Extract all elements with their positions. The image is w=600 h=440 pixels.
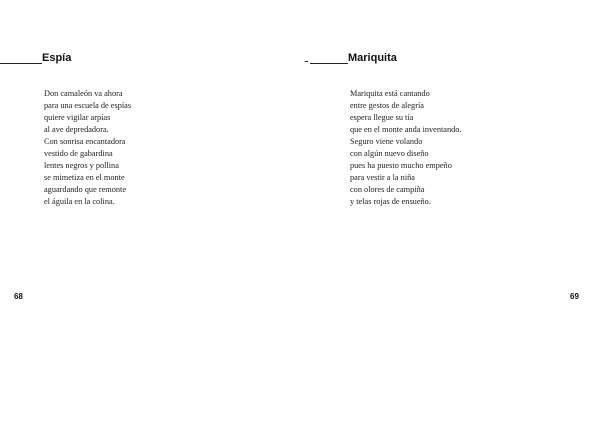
poem-line: con algún nuevo diseño xyxy=(350,149,429,158)
poem-line: aguardando que remonte xyxy=(44,185,127,194)
poem-line: quiere vigilar arpías xyxy=(44,113,111,122)
right-title-rule xyxy=(310,63,348,64)
left-page-title: Espía xyxy=(42,52,72,64)
poem-line: lentes negros y pollina xyxy=(44,161,119,170)
poem-line: Con sonrisa encantadora xyxy=(44,137,126,146)
poem-line: espera llegue su tía xyxy=(350,113,414,122)
poem-line: pues ha puesto mucho empeño xyxy=(350,161,452,170)
poem-line: Mariquita está cantando xyxy=(350,89,430,98)
poem-line: Seguro viene volando xyxy=(350,137,423,146)
poem-line: el águila en la colina. xyxy=(44,197,115,206)
left-page-number: 68 xyxy=(14,292,23,301)
poem-line: entre gestos de alegría xyxy=(350,101,424,110)
left-title-rule xyxy=(0,63,42,64)
right-small-mark xyxy=(305,61,308,62)
poem-line: Don camaleón va ahora xyxy=(44,89,123,98)
right-page-title: Mariquita xyxy=(348,52,397,64)
poem-line: con olores de campiña xyxy=(350,185,425,194)
poem-line: vestido de gabardina xyxy=(44,149,113,158)
poem-line: al ave depredadora. xyxy=(44,125,109,134)
right-page-number: 69 xyxy=(570,292,579,301)
poem-line: se mimetiza en el monte xyxy=(44,173,125,182)
right-page xyxy=(300,0,600,440)
poem-line: para una escuela de espías xyxy=(44,101,132,110)
poem-line: para vestir a la niña xyxy=(350,173,415,182)
poem-line: y telas rojas de ensueño. xyxy=(350,197,431,206)
right-poem xyxy=(350,88,462,208)
left-poem xyxy=(44,88,131,208)
poem-line: que en el monte anda inventando. xyxy=(350,125,462,134)
